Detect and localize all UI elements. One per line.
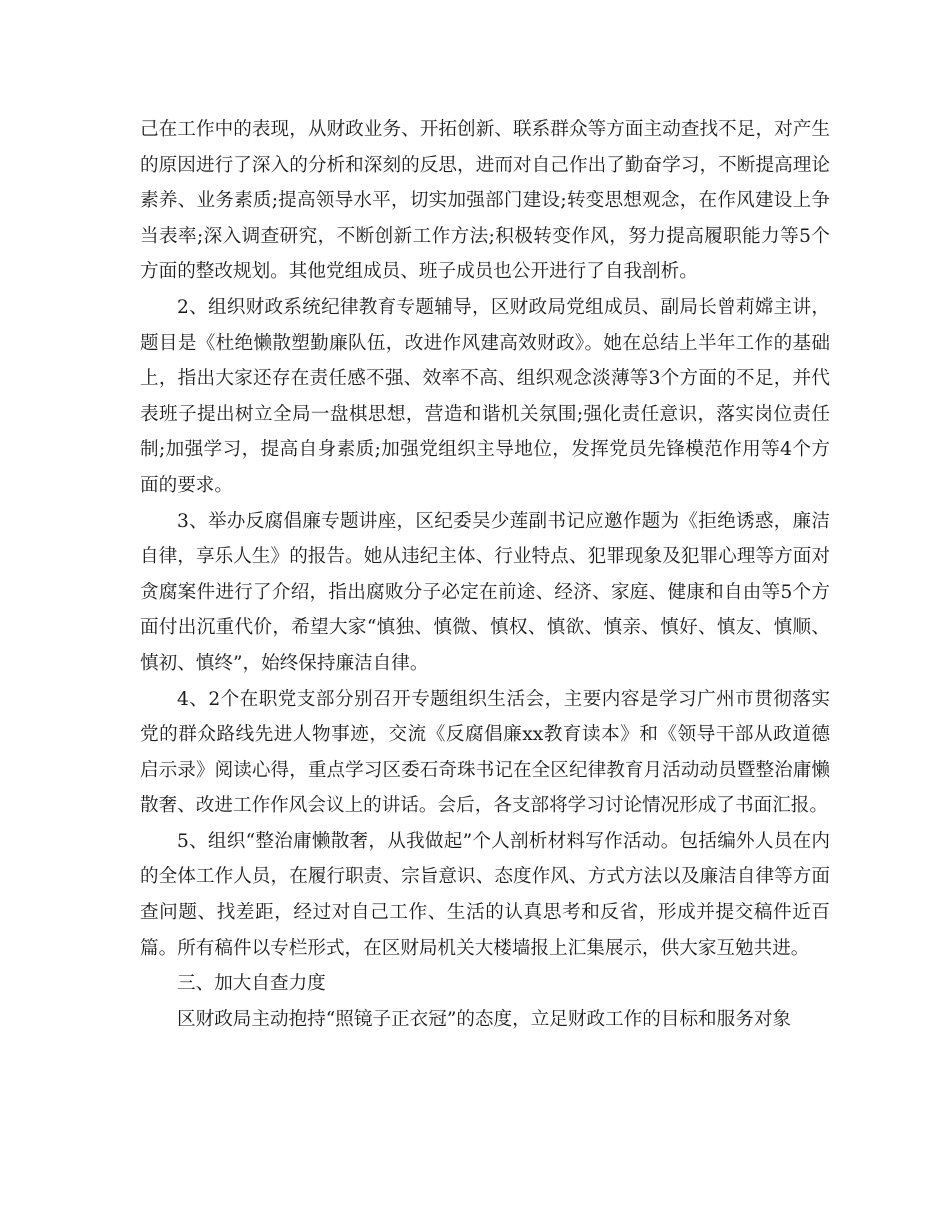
paragraph-2: 2、组织财政系统纪律教育专题辅导，区财政局党组成员、副局长曾莉嫦主讲，题目是《杜绝懒散塑勤廉队伍，改进作风建高效财政》。她在总结上半年工作的基础上，指出大家还存在责任感不强、效率不高、组织观念淡薄等3个方面的不足，并代表班子提出树立全局一盘棋思想，营造和谐机关氛围;强化责任意识，落实岗位责任制;加强学习，提高自身素质;加强党组织主导地位，发挥党员先锋模范作用等4个方面的要求。: [140, 296, 830, 496]
paragraph-5: 5、组织“整治庸懒散奢，从我做起”个人剖析材料写作活动。包括编外人员在内的全体工作人员，在履行职责、宗旨意识、态度作风、方式方法以及廉洁自律等方面查问题、找差距，经过对自己工作、生活的认真思考和反省，形成并提交稿件近百篇。所有稿件以专栏形式，在区财局机关大楼墙报上汇集展示，供大家互勉共进。: [140, 830, 830, 959]
paragraph-1: 己在工作中的表现，从财政业务、开拓创新、联系群众等方面主动查找不足，对产生的原因进行了深入的分析和深刻的反思，进而对自己作出了勤奋学习，不断提高理论素养、业务素质;提高领导水平，切实加强部门建设;转变思想观念，在作风建设上争当表率;深入调查研究，不断创新工作方法;积极转变作风，努力提高履职能力等5个方面的整改规划。其他党组成员、班子成员也公开进行了自我剖析。: [140, 119, 830, 283]
paragraph-4: 4、2个在职党支部分别召开专题组织生活会，主要内容是学习广州市贯彻落实党的群众路线先进人物事迹，交流《反腐倡廉xx教育读本》和《领导干部从政道德启示录》阅读心得，重点学习区委石奇珠书记在全区纪律教育月活动动员暨整治庸懒散奢、改进工作作风会议上的讲话。会后，各支部将学习讨论情况形成了书面汇报。: [140, 688, 830, 817]
paragraph-6: 区财政局主动抱持“照镜子正衣冠”的态度，立足财政工作的目标和服务对象: [177, 1008, 792, 1030]
paragraph-3: 3、举办反腐倡廉专题讲座，区纪委吴少莲副书记应邀作题为《拒绝诱惑，廉洁自律，享乐人生》的报告。她从违纪主体、行业特点、犯罪现象及犯罪心理等方面对贪腐案件进行了介绍，指出腐败分子必定在前途、经济、家庭、健康和自由等5个方面付出沉重代价，希望大家“慎独、慎微、慎权、慎欲、慎亲、慎好、慎友、慎顺、慎初、慎终”，始终保持廉洁自律。: [140, 510, 830, 674]
document-page: [140, 112, 830, 1037]
section-heading-3: 三、加大自查力度: [177, 973, 326, 995]
